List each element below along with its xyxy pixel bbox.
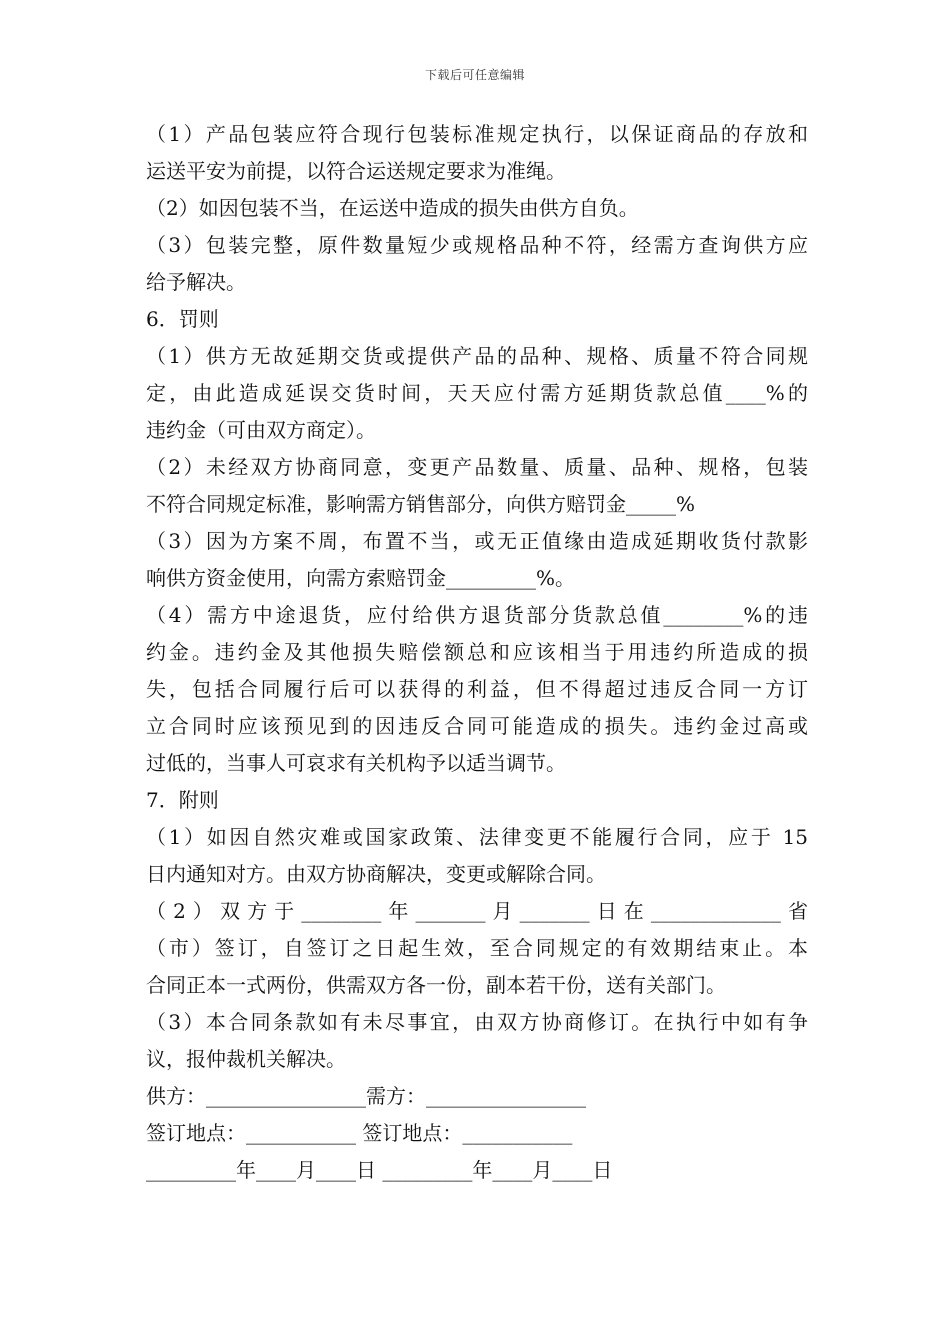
text-line: （4）需方中途退货，应付给供方退货部分货款总值________%的违 xyxy=(146,603,808,627)
text-line: （3）本合同条款如有未尽事宜，由双方协商修订。在执行中如有争 xyxy=(146,1010,808,1034)
text-line: 不符合同规定标准，影响需方销售部分，向供方赔罚金_____% xyxy=(146,492,696,516)
text-line: 供方：________________需方：________________ xyxy=(146,1084,586,1108)
text-line: 给予解决。 xyxy=(146,270,246,294)
text-line: 签订地点：___________ 签订地点：___________ xyxy=(146,1121,573,1145)
document-body xyxy=(146,116,808,1189)
text-line: 6．罚则 xyxy=(146,307,219,331)
text-line: 约金。违约金及其他损失赔偿额总和应该相当于用违约所造成的损 xyxy=(146,640,808,664)
text-line: （2）双方于________年_______月_______日在_____________省 xyxy=(146,899,808,923)
text-line: 违约金（可由双方商定）。 xyxy=(146,418,376,442)
text-line: 定，由此造成延误交货时间，天天应付需方延期货款总值____%的 xyxy=(146,381,808,405)
text-line: （3）因为方案不周，布置不当，或无正值缘由造成延期收货付款影 xyxy=(146,529,808,553)
text-line: 日内通知对方。由双方协商解决，变更或解除合同。 xyxy=(146,862,606,886)
text-line: 失，包括合同履行后可以获得的利益，但不得超过违反合同一方订 xyxy=(146,677,808,701)
text-line: （2）未经双方协商同意，变更产品数量、质量、品种、规格，包装 xyxy=(146,455,808,479)
text-line: 议，报仲裁机关解决。 xyxy=(146,1047,346,1071)
text-line: 响供方资金使用，向需方索赔罚金_________%。 xyxy=(146,566,576,590)
text-line: （市）签订，自签订之日起生效，至合同规定的有效期结束止。本 xyxy=(146,936,808,960)
text-line: 7．附则 xyxy=(146,788,219,812)
text-line: _________年____月____日 _________年____月____日 xyxy=(146,1158,613,1182)
text-line: （1）供方无故延期交货或提供产品的品种、规格、质量不符合同规 xyxy=(146,344,808,368)
text-line: 过低的，当事人可哀求有关机构予以适当调节。 xyxy=(146,751,566,775)
text-line: （1）产品包装应符合现行包装标准规定执行，以保证商品的存放和 xyxy=(146,122,808,146)
text-line: （1）如因自然灾难或国家政策、法律变更不能履行合同，应于 15 xyxy=(146,825,808,849)
text-line: （2）如因包装不当，在运送中造成的损失由供方自负。 xyxy=(146,196,639,220)
text-line: 合同正本一式两份，供需双方各一份，副本若干份，送有关部门。 xyxy=(146,973,726,997)
text-line: 立合同时应该预见到的因违反合同可能造成的损失。违约金过高或 xyxy=(146,714,808,738)
text-line: （3）包装完整，原件数量短少或规格品种不符，经需方查询供方应 xyxy=(146,233,808,257)
page-header: 下载后可任意编辑 xyxy=(424,68,525,82)
text-line: 运送平安为前提，以符合运送规定要求为准绳。 xyxy=(146,159,566,183)
